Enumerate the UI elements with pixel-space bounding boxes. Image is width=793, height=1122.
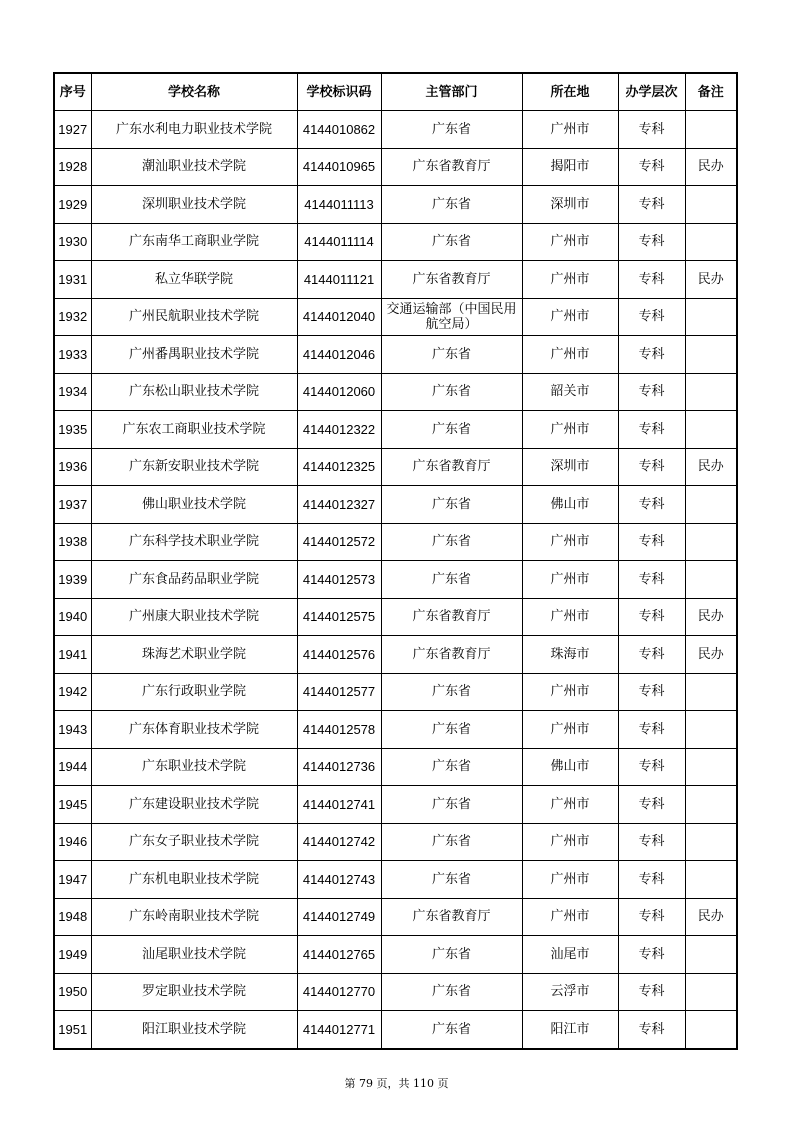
cell-department: 广东省 bbox=[381, 186, 522, 224]
cell-note bbox=[685, 486, 737, 524]
cell-school-code: 4144012060 bbox=[297, 373, 381, 411]
cell-index: 1938 bbox=[54, 523, 91, 561]
cell-index: 1936 bbox=[54, 448, 91, 486]
cell-school-name: 阳江职业技术学院 bbox=[91, 1011, 297, 1049]
cell-school-name: 广东建设职业技术学院 bbox=[91, 786, 297, 824]
cell-note bbox=[685, 861, 737, 899]
cell-location: 广州市 bbox=[522, 111, 618, 149]
cell-level: 专科 bbox=[618, 223, 685, 261]
table-row bbox=[54, 636, 737, 674]
cell-department: 广东省教育厅 bbox=[381, 598, 522, 636]
cell-index: 1946 bbox=[54, 823, 91, 861]
cell-school-name: 广东食品药品职业学院 bbox=[91, 561, 297, 599]
cell-note bbox=[685, 786, 737, 824]
cell-location: 佛山市 bbox=[522, 748, 618, 786]
cell-index: 1930 bbox=[54, 223, 91, 261]
cell-level: 专科 bbox=[618, 486, 685, 524]
cell-department: 广东省 bbox=[381, 748, 522, 786]
cell-note bbox=[685, 823, 737, 861]
cell-school-name: 广东南华工商职业学院 bbox=[91, 223, 297, 261]
cell-location: 广州市 bbox=[522, 561, 618, 599]
table-row bbox=[54, 1011, 737, 1049]
cell-index: 1939 bbox=[54, 561, 91, 599]
table-row bbox=[54, 111, 737, 149]
table-header-row bbox=[54, 73, 737, 111]
cell-level: 专科 bbox=[618, 786, 685, 824]
cell-department: 广东省教育厅 bbox=[381, 448, 522, 486]
cell-location: 云浮市 bbox=[522, 973, 618, 1011]
cell-school-code: 4144012573 bbox=[297, 561, 381, 599]
cell-note: 民办 bbox=[685, 636, 737, 674]
cell-school-name: 广东女子职业技术学院 bbox=[91, 823, 297, 861]
cell-department: 广东省 bbox=[381, 973, 522, 1011]
cell-note: 民办 bbox=[685, 448, 737, 486]
cell-index: 1949 bbox=[54, 936, 91, 974]
cell-location: 广州市 bbox=[522, 261, 618, 299]
cell-index: 1935 bbox=[54, 411, 91, 449]
cell-note bbox=[685, 561, 737, 599]
cell-department: 广东省教育厅 bbox=[381, 898, 522, 936]
cell-level: 专科 bbox=[618, 411, 685, 449]
cell-department: 广东省教育厅 bbox=[381, 261, 522, 299]
cell-level: 专科 bbox=[618, 336, 685, 374]
cell-index: 1931 bbox=[54, 261, 91, 299]
table-row bbox=[54, 711, 737, 749]
cell-note bbox=[685, 1011, 737, 1049]
cell-department: 广东省 bbox=[381, 936, 522, 974]
cell-note: 民办 bbox=[685, 898, 737, 936]
cell-school-code: 4144012040 bbox=[297, 298, 381, 336]
cell-note bbox=[685, 298, 737, 336]
cell-index: 1937 bbox=[54, 486, 91, 524]
cell-note bbox=[685, 523, 737, 561]
cell-school-name: 广东新安职业技术学院 bbox=[91, 448, 297, 486]
cell-school-name: 罗定职业技术学院 bbox=[91, 973, 297, 1011]
cell-school-name: 汕尾职业技术学院 bbox=[91, 936, 297, 974]
table-row bbox=[54, 298, 737, 336]
cell-location: 广州市 bbox=[522, 598, 618, 636]
table-row bbox=[54, 373, 737, 411]
cell-school-name: 私立华联学院 bbox=[91, 261, 297, 299]
cell-school-name: 广东岭南职业技术学院 bbox=[91, 898, 297, 936]
cell-level: 专科 bbox=[618, 561, 685, 599]
cell-school-name: 深圳职业技术学院 bbox=[91, 186, 297, 224]
table-row bbox=[54, 748, 737, 786]
table-row bbox=[54, 861, 737, 899]
cell-level: 专科 bbox=[618, 373, 685, 411]
cell-index: 1950 bbox=[54, 973, 91, 1011]
table-row bbox=[54, 561, 737, 599]
cell-level: 专科 bbox=[618, 598, 685, 636]
cell-level: 专科 bbox=[618, 898, 685, 936]
table-row bbox=[54, 523, 737, 561]
table-body bbox=[54, 111, 737, 1049]
cell-department: 广东省 bbox=[381, 823, 522, 861]
cell-index: 1948 bbox=[54, 898, 91, 936]
cell-level: 专科 bbox=[618, 1011, 685, 1049]
table-row bbox=[54, 261, 737, 299]
table-row bbox=[54, 148, 737, 186]
cell-school-code: 4144012578 bbox=[297, 711, 381, 749]
cell-location: 珠海市 bbox=[522, 636, 618, 674]
cell-note bbox=[685, 973, 737, 1011]
cell-school-code: 4144012575 bbox=[297, 598, 381, 636]
cell-location: 阳江市 bbox=[522, 1011, 618, 1049]
cell-note bbox=[685, 373, 737, 411]
cell-school-name: 广东机电职业技术学院 bbox=[91, 861, 297, 899]
table-row bbox=[54, 411, 737, 449]
cell-department: 广东省教育厅 bbox=[381, 636, 522, 674]
cell-school-name: 广州番禺职业技术学院 bbox=[91, 336, 297, 374]
cell-index: 1929 bbox=[54, 186, 91, 224]
cell-school-code: 4144012741 bbox=[297, 786, 381, 824]
cell-location: 深圳市 bbox=[522, 186, 618, 224]
cell-level: 专科 bbox=[618, 748, 685, 786]
table-row bbox=[54, 336, 737, 374]
cell-department: 广东省 bbox=[381, 523, 522, 561]
cell-index: 1945 bbox=[54, 786, 91, 824]
cell-school-name: 广东体育职业技术学院 bbox=[91, 711, 297, 749]
cell-school-name: 珠海艺术职业学院 bbox=[91, 636, 297, 674]
cell-index: 1940 bbox=[54, 598, 91, 636]
col-header-note: 备注 bbox=[685, 73, 737, 111]
col-header-index: 序号 bbox=[54, 73, 91, 111]
cell-level: 专科 bbox=[618, 936, 685, 974]
cell-level: 专科 bbox=[618, 973, 685, 1011]
table-row bbox=[54, 936, 737, 974]
table-row bbox=[54, 786, 737, 824]
cell-school-name: 广州康大职业技术学院 bbox=[91, 598, 297, 636]
cell-location: 揭阳市 bbox=[522, 148, 618, 186]
cell-department: 广东省 bbox=[381, 111, 522, 149]
cell-index: 1943 bbox=[54, 711, 91, 749]
table-row bbox=[54, 898, 737, 936]
cell-department: 广东省 bbox=[381, 1011, 522, 1049]
cell-school-code: 4144012325 bbox=[297, 448, 381, 486]
cell-level: 专科 bbox=[618, 636, 685, 674]
cell-note bbox=[685, 223, 737, 261]
cell-note bbox=[685, 336, 737, 374]
cell-level: 专科 bbox=[618, 298, 685, 336]
table-row bbox=[54, 598, 737, 636]
cell-location: 广州市 bbox=[522, 823, 618, 861]
cell-location: 广州市 bbox=[522, 673, 618, 711]
cell-location: 深圳市 bbox=[522, 448, 618, 486]
cell-level: 专科 bbox=[618, 448, 685, 486]
cell-location: 广州市 bbox=[522, 411, 618, 449]
col-header-department: 主管部门 bbox=[381, 73, 522, 111]
cell-index: 1947 bbox=[54, 861, 91, 899]
cell-location: 广州市 bbox=[522, 336, 618, 374]
cell-note bbox=[685, 748, 737, 786]
cell-department: 交通运输部（中国民用航空局） bbox=[381, 298, 522, 336]
cell-school-code: 4144011114 bbox=[297, 223, 381, 261]
cell-department: 广东省 bbox=[381, 223, 522, 261]
cell-location: 韶关市 bbox=[522, 373, 618, 411]
table-row bbox=[54, 486, 737, 524]
cell-school-code: 4144012749 bbox=[297, 898, 381, 936]
cell-note bbox=[685, 411, 737, 449]
cell-school-name: 广东科学技术职业学院 bbox=[91, 523, 297, 561]
cell-school-code: 4144012322 bbox=[297, 411, 381, 449]
cell-location: 广州市 bbox=[522, 523, 618, 561]
cell-level: 专科 bbox=[618, 111, 685, 149]
cell-location: 广州市 bbox=[522, 711, 618, 749]
cell-index: 1941 bbox=[54, 636, 91, 674]
cell-location: 广州市 bbox=[522, 223, 618, 261]
cell-department: 广东省 bbox=[381, 336, 522, 374]
col-header-school-name: 学校名称 bbox=[91, 73, 297, 111]
cell-school-code: 4144012572 bbox=[297, 523, 381, 561]
cell-index: 1933 bbox=[54, 336, 91, 374]
col-header-school-code: 学校标识码 bbox=[297, 73, 381, 111]
cell-school-code: 4144010965 bbox=[297, 148, 381, 186]
cell-level: 专科 bbox=[618, 711, 685, 749]
cell-level: 专科 bbox=[618, 673, 685, 711]
cell-note bbox=[685, 186, 737, 224]
cell-level: 专科 bbox=[618, 523, 685, 561]
cell-note bbox=[685, 111, 737, 149]
table-row bbox=[54, 448, 737, 486]
cell-location: 广州市 bbox=[522, 861, 618, 899]
cell-location: 佛山市 bbox=[522, 486, 618, 524]
cell-index: 1927 bbox=[54, 111, 91, 149]
school-table bbox=[53, 72, 738, 1050]
cell-school-name: 广东职业技术学院 bbox=[91, 748, 297, 786]
table-row bbox=[54, 973, 737, 1011]
cell-department: 广东省 bbox=[381, 861, 522, 899]
cell-school-code: 4144012765 bbox=[297, 936, 381, 974]
cell-index: 1934 bbox=[54, 373, 91, 411]
cell-department: 广东省 bbox=[381, 411, 522, 449]
cell-school-name: 佛山职业技术学院 bbox=[91, 486, 297, 524]
cell-school-code: 4144012576 bbox=[297, 636, 381, 674]
cell-school-name: 潮汕职业技术学院 bbox=[91, 148, 297, 186]
cell-note: 民办 bbox=[685, 598, 737, 636]
cell-school-name: 广东松山职业技术学院 bbox=[91, 373, 297, 411]
cell-department: 广东省 bbox=[381, 786, 522, 824]
col-header-location: 所在地 bbox=[522, 73, 618, 111]
cell-department: 广东省 bbox=[381, 711, 522, 749]
cell-note bbox=[685, 711, 737, 749]
cell-note: 民办 bbox=[685, 261, 737, 299]
cell-school-code: 4144012743 bbox=[297, 861, 381, 899]
cell-school-code: 4144012046 bbox=[297, 336, 381, 374]
cell-school-code: 4144011121 bbox=[297, 261, 381, 299]
cell-school-code: 4144012770 bbox=[297, 973, 381, 1011]
cell-note bbox=[685, 936, 737, 974]
cell-index: 1944 bbox=[54, 748, 91, 786]
cell-department: 广东省教育厅 bbox=[381, 148, 522, 186]
col-header-level: 办学层次 bbox=[618, 73, 685, 111]
cell-level: 专科 bbox=[618, 186, 685, 224]
cell-department: 广东省 bbox=[381, 561, 522, 599]
cell-school-code: 4144012736 bbox=[297, 748, 381, 786]
cell-school-name: 广东行政职业学院 bbox=[91, 673, 297, 711]
cell-level: 专科 bbox=[618, 823, 685, 861]
cell-index: 1951 bbox=[54, 1011, 91, 1049]
table-row bbox=[54, 823, 737, 861]
table-row bbox=[54, 186, 737, 224]
cell-school-name: 广东水利电力职业技术学院 bbox=[91, 111, 297, 149]
cell-location: 广州市 bbox=[522, 298, 618, 336]
cell-school-code: 4144011113 bbox=[297, 186, 381, 224]
cell-school-code: 4144012742 bbox=[297, 823, 381, 861]
cell-department: 广东省 bbox=[381, 373, 522, 411]
cell-index: 1928 bbox=[54, 148, 91, 186]
table-row bbox=[54, 223, 737, 261]
cell-department: 广东省 bbox=[381, 486, 522, 524]
table-row bbox=[54, 673, 737, 711]
cell-location: 广州市 bbox=[522, 786, 618, 824]
cell-level: 专科 bbox=[618, 261, 685, 299]
cell-department: 广东省 bbox=[381, 673, 522, 711]
cell-level: 专科 bbox=[618, 861, 685, 899]
cell-note bbox=[685, 673, 737, 711]
cell-school-name: 广州民航职业技术学院 bbox=[91, 298, 297, 336]
cell-location: 广州市 bbox=[522, 898, 618, 936]
cell-school-code: 4144012327 bbox=[297, 486, 381, 524]
cell-location: 汕尾市 bbox=[522, 936, 618, 974]
cell-school-code: 4144010862 bbox=[297, 111, 381, 149]
cell-level: 专科 bbox=[618, 148, 685, 186]
cell-school-code: 4144012771 bbox=[297, 1011, 381, 1049]
cell-school-code: 4144012577 bbox=[297, 673, 381, 711]
cell-school-name: 广东农工商职业技术学院 bbox=[91, 411, 297, 449]
cell-note: 民办 bbox=[685, 148, 737, 186]
cell-index: 1932 bbox=[54, 298, 91, 336]
cell-index: 1942 bbox=[54, 673, 91, 711]
page-footer: 第 79 页，共 110 页 bbox=[344, 1077, 449, 1090]
